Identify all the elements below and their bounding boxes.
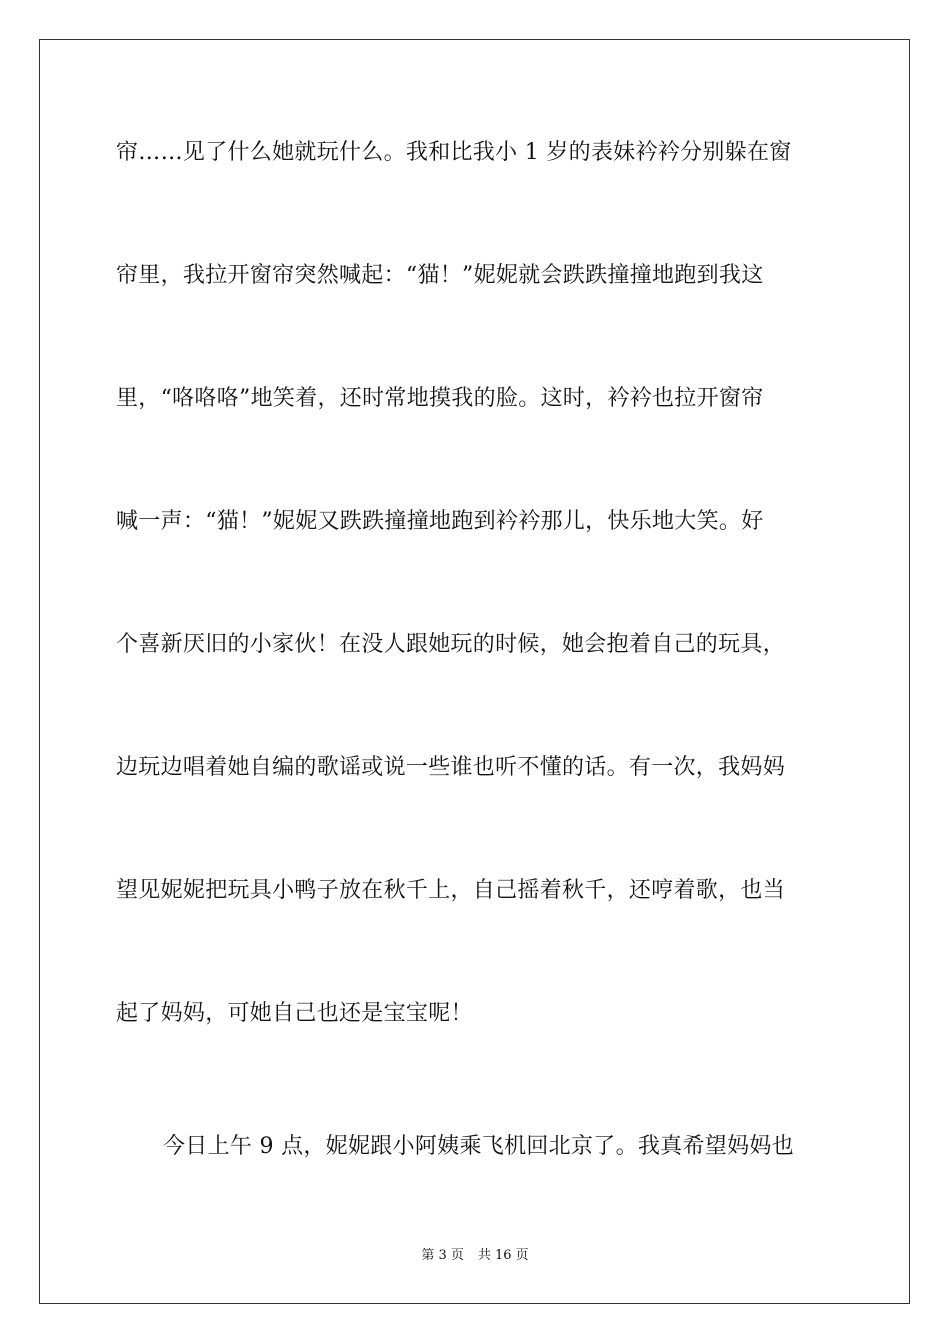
page-footer — [0, 1247, 950, 1265]
text-line: 里，“咯咯咯”地笑着，还时常地摸我的脸。这时，衿衿也拉开窗帘 — [116, 386, 764, 411]
text-line: 帘……见了什么她就玩什么。我和比我小 1 岁的表妹衿衿分别躲在窗 — [116, 140, 792, 165]
paragraph-first-line: 今日上午 9 点，妮妮跟小阿姨乘飞机回北京了。我真希望妈妈也 — [163, 1134, 794, 1159]
page-border — [39, 39, 910, 1304]
text-line: 喊一声：“猫！”妮妮又跌跌撞撞地跑到衿衿那儿，快乐地大笑。好 — [116, 509, 764, 534]
page-number: 第 3 页 — [421, 1248, 464, 1263]
text-line: 起了妈妈，可她自己也还是宝宝呢！ — [116, 1001, 473, 1026]
text-line: 个喜新厌旧的小家伙！在没人跟她玩的时候，她会抱着自己的玩具， — [116, 632, 786, 657]
text-line: 边玩边唱着她自编的歌谣或说一些谁也听不懂的话。有一次，我妈妈 — [116, 755, 786, 780]
text-line: 望见妮妮把玩具小鸭子放在秋千上，自己摇着秋千，还哼着歌，也当 — [116, 878, 786, 903]
text-line: 帘里，我拉开窗帘突然喊起：“猫！”妮妮就会跌跌撞撞地跑到我这 — [116, 263, 764, 288]
page-total: 共 16 页 — [477, 1248, 529, 1263]
